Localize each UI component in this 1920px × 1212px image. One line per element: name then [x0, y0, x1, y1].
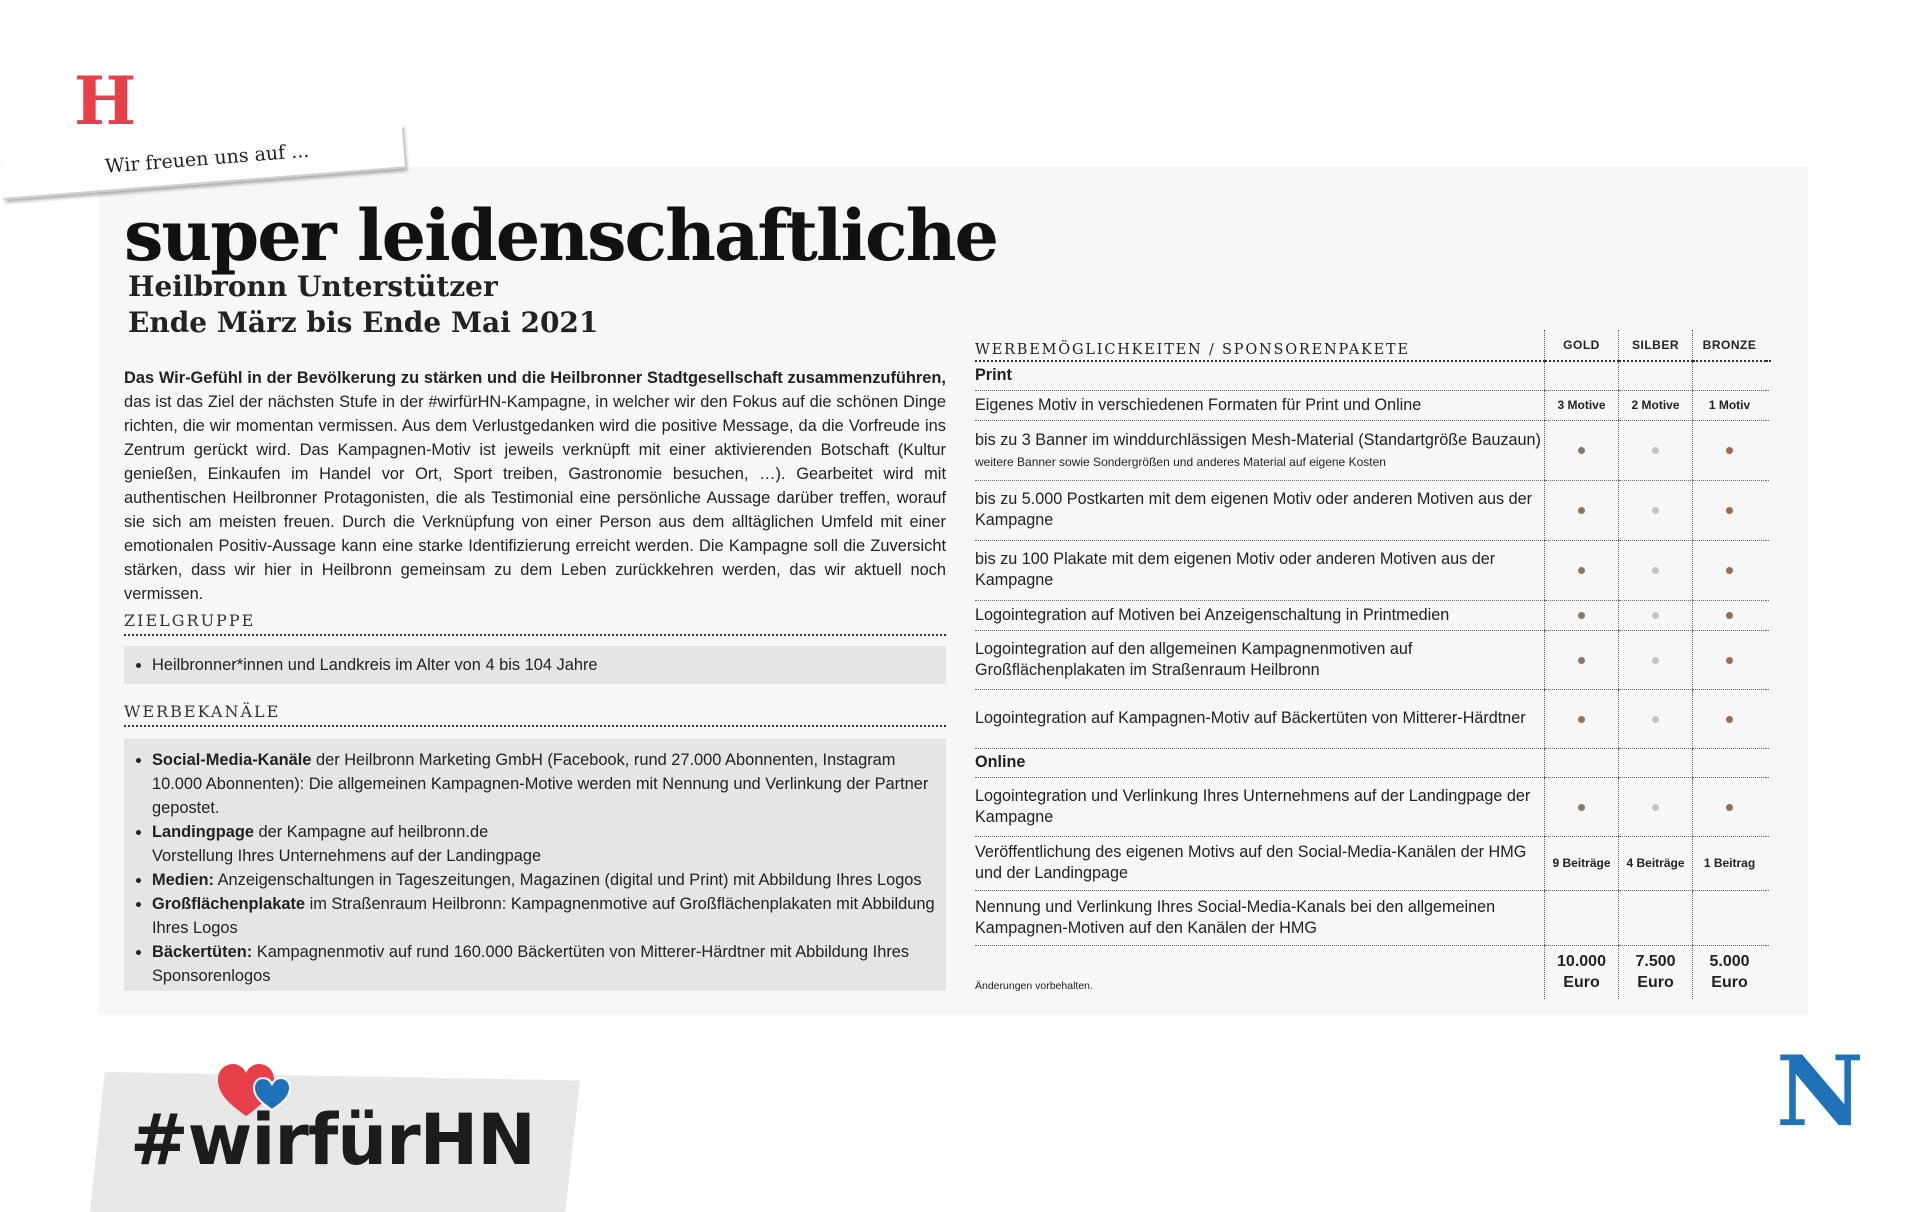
- gold-included-dot: [1578, 567, 1585, 574]
- table-row: [975, 890, 1769, 945]
- gold-included-dot: [1578, 657, 1585, 664]
- intro-text: das ist das Ziel der nächsten Stufe in der #wirfürHN-Kampagne, in welcher wir den Fokus auf die schönen Dinge richten, die wir momentan vermissen. Aus dem Verlustgedanken wird die positive Message, da die Vorfreude ins Zentrum gerückt wird. Das Kampagnen-Motiv ist jeweils verknüpft mit einer aktivierenden Botschaft (Kultur genießen, Einkaufen im Handel vor Ort, Sport treiben, Gastronomie besuchen, …). Gearbeitet wird mit authentischen Heilbronner Protagonisten, die als Testimonial eine persönliche Aussage darüber treffen, worauf sie sich am meisten freuen. Durch die Verknüpfung von einer Person aus dem alltäglichen Umfeld mit einer emotionalen Positiv-Aussage kann eine starke Identifizierung erreicht werden. Die Kampagne soll die Zuversicht stärken, dass wir hier in Heilbronn gemeinsam zu dem Leben zurückkehren werden, das wir aktuell noch vermissen.: [124, 393, 946, 603]
- category-row-online: [975, 748, 1769, 777]
- table-row: [975, 540, 1769, 600]
- silber-currency: Euro: [1637, 974, 1674, 992]
- packages-heading: WERBEMÖGLICHKEITEN / SPONSORENPAKETE: [975, 330, 1545, 361]
- row-label: Logointegration und Verlinkung Ihres Unternehmens auf der Landingpage der Kampagne: [975, 777, 1545, 836]
- gold-value: 3 Motive: [1545, 390, 1619, 420]
- list-item: [152, 868, 936, 892]
- row-label: Nennung und Verlinkung Ihres Social-Media-Kanals bei den allgemeinen Kampagnen-Motiven auf den Kanälen der HMG: [975, 890, 1545, 945]
- price-row: [975, 945, 1769, 999]
- silber-included-dot: [1652, 447, 1659, 454]
- category-online: Online: [975, 748, 1545, 777]
- bronze-included-dot: [1726, 657, 1733, 664]
- bronze-included-dot: [1726, 567, 1733, 574]
- silber-included-dot: [1652, 567, 1659, 574]
- item-text: im Straßenraum Heilbronn: Kampagnenmotive auf Großflächenplakaten mit Abbildung Ihres Logos: [152, 895, 935, 937]
- bronze-currency: Euro: [1711, 974, 1748, 992]
- bronze-included-dot: [1726, 447, 1733, 454]
- row-label: Logointegration auf Motiven bei Anzeigenschaltung in Printmedien: [975, 600, 1545, 630]
- table-row: [975, 600, 1769, 630]
- silber-included-dot: [1652, 657, 1659, 664]
- gold-included-dot: [1578, 804, 1585, 811]
- gold-price: 10.000: [1557, 953, 1606, 971]
- row-label: Logointegration auf den allgemeinen Kampagnenmotiven auf Großflächenplakaten im Straßenraum Heilbronn: [975, 630, 1545, 689]
- silber-value: 4 Beiträge: [1619, 836, 1693, 890]
- gold-included-dot: [1578, 507, 1585, 514]
- item-text: Kampagnenmotiv auf rund 160.000 Bäckertüten von Mitterer-Härdtner mit Abbildung Ihres Sponsorenlogos: [152, 943, 910, 985]
- item-label: Bäckertüten:: [152, 943, 253, 961]
- silber-included-dot: [1652, 612, 1659, 619]
- column-silber: SILBER: [1619, 330, 1693, 361]
- table-row: [975, 480, 1769, 540]
- item-label: Großflächenplakate: [152, 895, 306, 913]
- row-label: Veröffentlichung des eigenen Motivs auf den Social-Media-Kanälen der HMG und der Landingpage: [975, 836, 1545, 890]
- item-text: der Kampagne auf heilbronn.de: [254, 823, 489, 841]
- row-label: bis zu 5.000 Postkarten mit dem eigenen Motiv oder anderen Motiven aus der Kampagne: [975, 480, 1545, 540]
- subtitle-date-range: Ende März bis Ende Mai 2021: [128, 306, 599, 339]
- table-row: [975, 420, 1769, 480]
- sponsor-packages-table: [975, 330, 1769, 999]
- item-label: Social-Media-Kanäle: [152, 751, 312, 769]
- category-row-print: [975, 361, 1769, 390]
- zielgruppe-box: [124, 646, 946, 684]
- footnote: Änderungen vorbehalten.: [975, 980, 1093, 992]
- item-label: Medien:: [152, 871, 214, 889]
- gold-value: 9 Beiträge: [1545, 836, 1619, 890]
- list-item: [152, 820, 936, 868]
- bronze-value: 1 Beitrag: [1693, 836, 1767, 890]
- table-row: [975, 630, 1769, 689]
- list-item: [152, 748, 936, 820]
- table-row: [975, 836, 1769, 890]
- bronze-included-dot: [1726, 804, 1733, 811]
- werbekanaele-box: [124, 739, 946, 991]
- silber-included-dot: [1652, 804, 1659, 811]
- row-label: bis zu 3 Banner im winddurchlässigen Mesh-Material (Standartgröße Bauzaun): [975, 430, 1541, 449]
- row-label: bis zu 100 Plakate mit dem eigenen Motiv oder anderen Motiven aus der Kampagne: [975, 540, 1545, 600]
- silber-included-dot: [1652, 716, 1659, 723]
- werbekanaele-heading: WERBEKANÄLE: [124, 702, 946, 727]
- silber-price: 7.500: [1635, 953, 1676, 971]
- bronze-included-dot: [1726, 507, 1733, 514]
- logo-n: N: [1776, 1035, 1864, 1148]
- silber-value: 2 Motive: [1619, 390, 1693, 420]
- zielgruppe-heading: ZIELGRUPPE: [124, 611, 946, 636]
- intro-bold: Das Wir-Gefühl in der Bevölkerung zu stärken und die Heilbronner Stadtgesellschaft zusammenzuführen,: [124, 369, 946, 387]
- row-note: weitere Banner sowie Sondergrößen und anderes Material auf eigene Kosten: [975, 454, 1386, 469]
- list-item: • Heilbronner*innen und Landkreis im Alter von 4 bis 104 Jahre: [152, 653, 936, 677]
- bronze-included-dot: [1726, 612, 1733, 619]
- gold-included-dot: [1578, 447, 1585, 454]
- list-item: [152, 892, 936, 940]
- row-label: Eigenes Motiv in verschiedenen Formaten für Print und Online: [975, 390, 1545, 420]
- ribbon-text: Wir freuen uns auf ...: [104, 139, 310, 178]
- bronze-value: 1 Motiv: [1693, 390, 1767, 420]
- bronze-included-dot: [1726, 716, 1733, 723]
- table-row: [975, 390, 1769, 420]
- row-label: Logointegration auf Kampagnen-Motiv auf Bäckertüten von Mitterer-Härdtner: [975, 689, 1545, 748]
- list-item: [152, 940, 936, 988]
- item-label: Landingpage: [152, 823, 254, 841]
- column-bronze: BRONZE: [1693, 330, 1767, 361]
- table-row: [975, 777, 1769, 836]
- subtitle-supporters: Heilbronn Unterstützer: [128, 270, 498, 303]
- intro-paragraph: [124, 366, 946, 606]
- table-row: [975, 689, 1769, 748]
- item-text-secondary: Vorstellung Ihres Unternehmens auf der Landingpage: [152, 847, 542, 865]
- gold-included-dot: [1578, 716, 1585, 723]
- table-header-row: [975, 330, 1769, 361]
- item-text: Anzeigenschaltungen in Tageszeitungen, Magazinen (digital und Print) mit Abbildung Ihres Logos: [213, 871, 922, 889]
- column-gold: GOLD: [1545, 330, 1619, 361]
- silber-included-dot: [1652, 507, 1659, 514]
- logo-h: H: [74, 62, 137, 140]
- hashtag-wirfuerhn: #wirfürHN: [130, 1099, 535, 1181]
- gold-included-dot: [1578, 612, 1585, 619]
- category-print: Print: [975, 361, 1545, 390]
- gold-currency: Euro: [1563, 974, 1600, 992]
- headline: super leidenschaftliche: [124, 194, 998, 277]
- bronze-price: 5.000: [1709, 953, 1750, 971]
- item-text: der Heilbronn Marketing GmbH (Facebook, rund 27.000 Abonnenten, Instagram 10.000 Abonnenten): Die allgemeinen Kampagnen-Motive werden mit Nennung und Verlinkung der Partner gepostet.: [152, 751, 929, 817]
